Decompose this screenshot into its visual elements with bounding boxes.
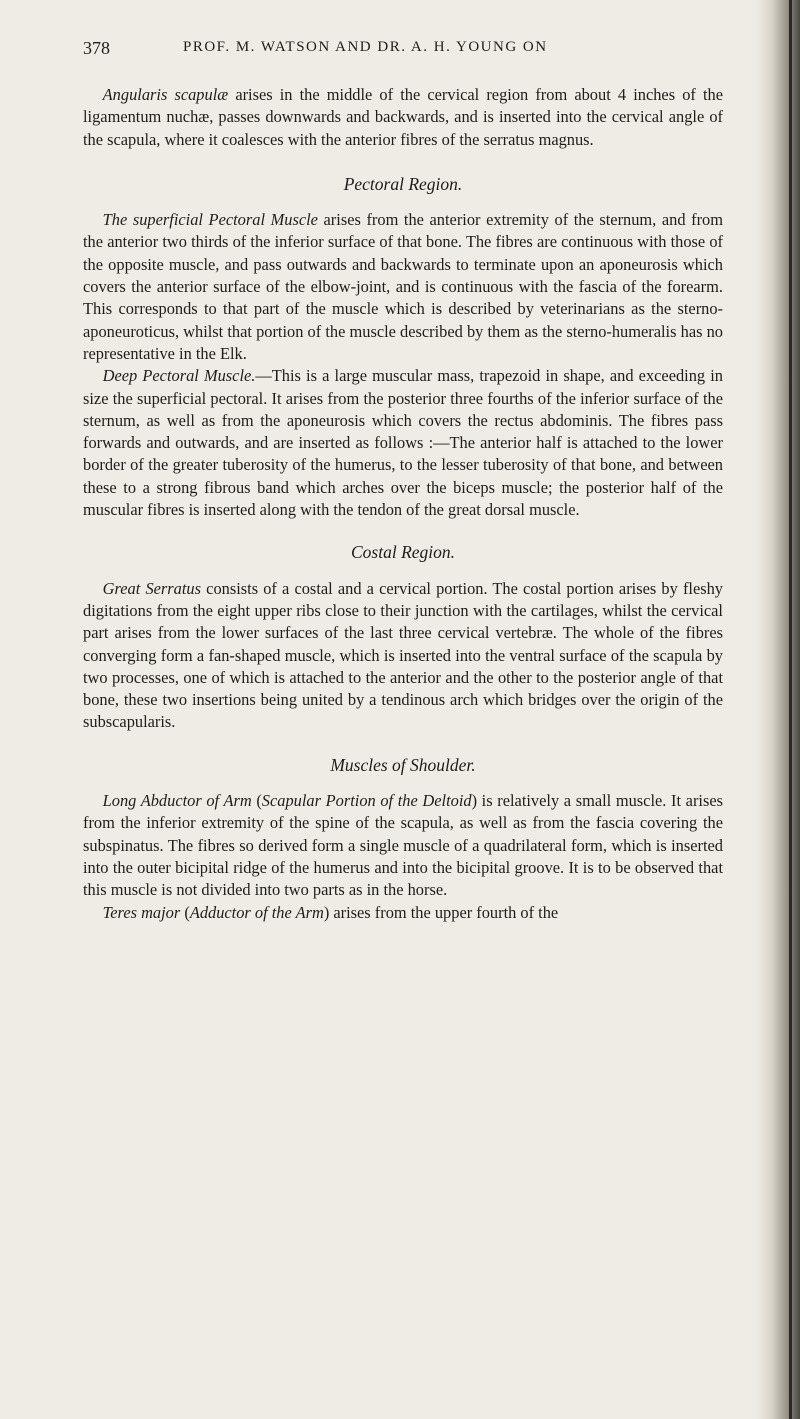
heading-muscles-of-shoulder: Muscles of Shoulder.	[330, 754, 476, 775]
paragraph-teres-major: Teres major (Adductor of the Arm) arises from the upper fourth of the	[102, 902, 559, 922]
heading-pectoral-region: Pectoral Region.	[343, 173, 463, 194]
term-deep-pectoral: Deep Pectoral Muscle.	[102, 366, 256, 386]
heading-costal-region: Costal Region.	[350, 542, 456, 563]
paragraph-superficial-pectoral: The superficial Pectoral Muscle arises from the anterior extremity of the sternum, and from the anterior two thirds of the inferior surface of that bone. The fibres are continuous with those of the opposite muscle, and pass outwards and backwards to terminate upon an aponeurosis which covers the anterior surface of the elbow-joint, and is continuous with the fascia of the forearm. This corresponds to that part of the muscle which is described by veterinarians as the sterno-aponeuroticus, whilst that portion of the muscle described by them as the sterno-humeralis has no representative in the Elk.	[83, 210, 723, 363]
term-teres-major: Teres major	[102, 902, 181, 922]
binding-edge	[789, 0, 792, 1419]
page-body	[83, 84, 723, 924]
term-scapular-portion: Scapular Portion of the Deltoid	[261, 791, 472, 811]
term-great-serratus: Great Serratus	[102, 578, 202, 598]
term-adductor: Adductor of the Arm	[189, 902, 324, 922]
running-head: PROF. M. WATSON AND DR. A. H. YOUNG ON	[183, 39, 548, 55]
paragraph-angularis: Angularis scapulæ arises in the middle of the cervical region from about 4 inches of the ligamentum nuchæ, passes downwards and backwards, and is inserted into the cervical angle of the scapula, where it coalesces with the anterior fibres of the serratus magnus.	[83, 85, 723, 149]
page-header	[83, 38, 723, 62]
paragraph-deep-pectoral: Deep Pectoral Muscle.—This is a large muscular mass, trapezoid in shape, and exceeding in size the superficial pectoral. It arises from the posterior three fourths of the inferior surface of the sternum, as well as from the aponeurosis which covers the rectus abdominis. The fibres pass forwards and outwards, and are inserted as follows :—The anterior half is attached to the lower border of the greater tuberosity of the humerus, to the lesser tuberosity of that bone, and between these to a strong fibrous band which arches over the biceps muscle; the posterior half of the muscular fibres is inserted along with the tendon of the great dorsal muscle.	[83, 366, 723, 520]
page-edge-shadow	[756, 0, 800, 1419]
paragraph-great-serratus: Great Serratus consists of a costal and a cervical portion. The costal portion arises by fleshy digitations from the eight upper ribs close to their junction with the cartilages, whilst the cervical part arises from the lower surfaces of the last three cervical vertebræ. The whole of the fibres converging form a fan-shaped muscle, which is inserted into the ventral surface of the scapula by two processes, one of which is attached to the anterior and the other to the posterior angle of that bone, these two insertions being united by a tendinous arch which bridges over the origin of the subscapularis.	[83, 578, 724, 732]
term-superficial-pectoral: The superficial Pectoral Muscle	[102, 210, 318, 230]
term-long-abductor: Long Abductor of Arm	[102, 791, 252, 811]
paragraph-long-abductor: Long Abductor of Arm (Scapular Portion of the Deltoid) is relatively a small muscle. It arises from the inferior extremity of the spine of the scapula, as well as from the fascia covering the subspinatus. The fibres so derived form a single muscle of a quadrilateral form, which is inserted into the outer bicipital ridge of the humerus and into the bicipital groove. It is to be observed that this muscle is not divided into two parts as in the horse.	[83, 791, 723, 900]
term-angularis: Angularis scapulæ	[102, 85, 229, 104]
page-number: 378	[83, 38, 110, 58]
